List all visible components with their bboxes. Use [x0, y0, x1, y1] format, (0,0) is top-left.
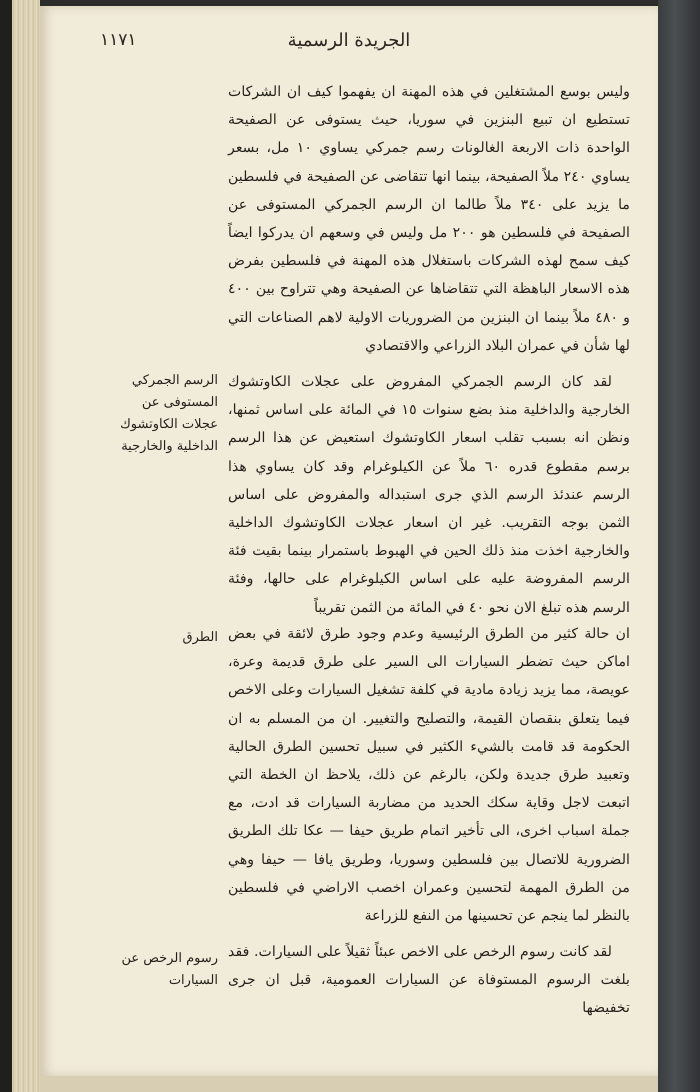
page-bottom-edge — [40, 1076, 658, 1092]
margin-note-license-fees: رسوم الرخص عن السيارات — [121, 951, 218, 988]
page-number: ١١٧١ — [100, 30, 137, 50]
margin-note-roads: الطرق — [182, 630, 218, 645]
paragraph-license-fees: لقد كانت رسوم الرخص على الاخص عبئاً ثقيلاً على السيارات. فقد بلغت الرسوم المستوفاة عن السيارات العمومية، قبل ان جرى تخفيضها — [228, 944, 630, 1017]
paragraph-roads: ان حالة كثير من الطرق الرئيسية وعدم وجود طرق لائقة في بعض اماكن حيث تضطر السيارات الى السير على طرق قديمة وعرة، عويصة، مما يزيد زيادة مادية في كلفة تشغيل السيارات وعلى الاخص فيما يتعلق بنقصان القيمة، والتصليح والتغيير. ان من المسلم به ان الحكومة قد قامت بالشيء الكثير في سبيل تحسين الطرق الحالية وتعبيد طرق جديدة ولكن، بالرغم عن ذلك، يلاحظ ان الخطة التي اتبعت لاجل وقاية سكك الحديد من مضاربة السيارات قد ادت، مع جملة اسباب اخرى، الى تأخير اتمام طريق حيفا — عكا تلك الطريق الضرورية للاتصال بين فلسطين وسوريا، وطريق يافا — حيفا وهي من الطرق المهمة لتحسين وعمران اخصب الاراضي في فلسطين بالنظر لما ينجم عن تحسينها من النفع للزراعة — [228, 626, 630, 925]
page-header — [40, 30, 658, 60]
paragraph-petrol-prices: وليس بوسع المشتغلين في هذه المهنة ان يفهموا كيف ان الشركات تستطيع ان تبيع البنزين في سوريا، حيث يستوفى عن الصفيحة الواحدة ذات الاربعة الغالونات رسم جمركي يساوي ١٠ مل، بسعر يساوي ٢٤٠ ملاً الصفيحة، بينما انها تتقاضى عن الصفيحة في فلسطين ما يزيد على ٣٤٠ ملاً طالما ان الرسم الجمركي المستوفى عن الصفيحة في فلسطين هو ٢٠٠ مل وليس في وسعهم ان يدركوا ايضاً كيف سمح لهذه الشركات باستغلال هذه المهنة في فلسطين بفرض هذه الاسعار الباهظة التي تتقاضاها عن الصفيحة وهي تتراوح بين ٤٠٠ و ٤٨٠ ملاً بينما ان البنزين من الضروريات الاولية لاهم الصناعات التي لها شأن في عمران البلاد الزراعي والاقتصادي — [228, 84, 630, 354]
paragraph-rubber-duty: لقد كان الرسم الجمركي المفروض على عجلات الكاوتشوك الخارجية والداخلية منذ بضع سنوات ١٥ في المائة على اساس ثمنها، ونظن انه بسبب تقلب اسعار الكاوتشوك استعيض عن هذا الرسم برسم مقطوع قدره ٦٠ ملاً عن الكيلوغرام وقد كان يساوي هذا الرسم عندئذ الرسم الذي جرى استبداله والمفروض على اساس الثمن بوجه التقريب. غير ان اسعار عجلات الكاوتشوك الداخلية والخارجية اخذت منذ ذلك الحين في الهبوط باستمرار بينما بقيت فئة الرسم المفروضة عليه على اساس الكيلوغرام على حالها، وفئة الرسم هذه تبلغ الان نحو ٤٠ في المائة من الثمن تقريباً — [228, 374, 630, 616]
book-cover — [658, 0, 700, 1092]
main-text — [228, 78, 630, 1017]
page-edges — [0, 0, 40, 1092]
margin-note-rubber-duty: الرسم الجمركي المستوفى عن عجلات الكاوتشوك الداخلية والخارجية — [120, 373, 218, 454]
running-title: الجريدة الرسمية — [287, 30, 411, 51]
